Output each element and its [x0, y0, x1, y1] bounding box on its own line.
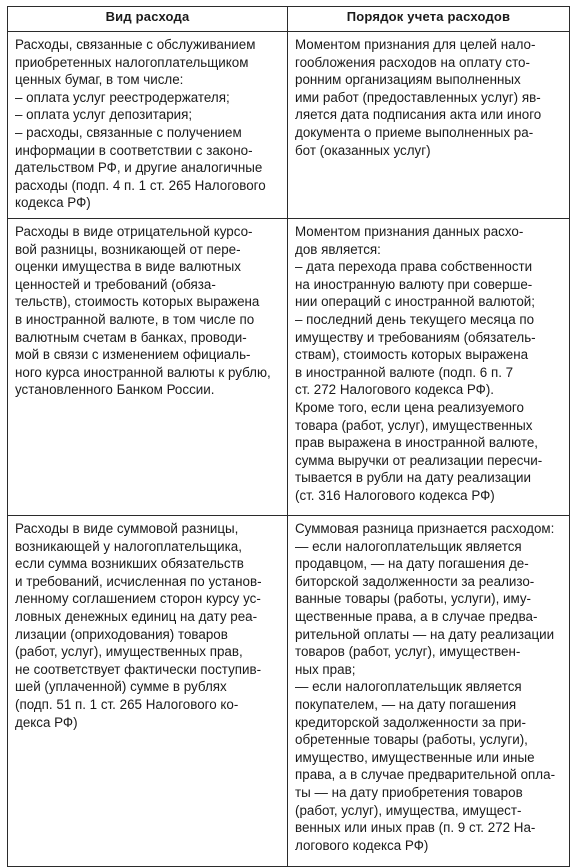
text-line: Моментом признания данных расхо- [295, 224, 524, 239]
text-line: – оплата услуг депозитария; [15, 107, 193, 123]
text-line: в иностранной валюте (подп. 6 п. 7 [295, 364, 514, 380]
text-line: ими работ (предоставленных услуг) яв- [295, 89, 541, 105]
text-line: щественные права, а в случае предва- [295, 608, 538, 624]
text-line: имуществу и требованиям (обязатель- [295, 329, 536, 345]
text-line: ляется дата подписания акта или иного [295, 107, 542, 123]
text-line: имущество, имущественные или иные [295, 749, 535, 765]
text-line: бот (оказанных услуг) [295, 142, 431, 158]
text-line: права, а в случае предварительной опла- [295, 767, 556, 783]
text-line: – дата перехода права собственности [295, 259, 533, 275]
text-line: тельств), стоимость которых выражена [15, 294, 260, 310]
text-line: в иностранной валюте, в том числе по [15, 311, 255, 327]
text-line: – последний день текущего месяца по [295, 311, 535, 327]
text-line: ценных бумаг, в том числе: [15, 72, 184, 88]
text-line: (работ, услуг), имущества, имущест- [295, 802, 522, 818]
text-line: мой в связи с изменением официаль- [15, 347, 251, 363]
text-line: товара (работ, услуг), имущественных [295, 417, 533, 433]
text-line: рительной оплаты — на дату реализации [295, 626, 555, 642]
text-line: (подп. 51 п. 1 ст. 265 Налогового ко- [15, 696, 239, 712]
text-line: кредиторской задолженности за при- [295, 714, 526, 730]
accounting-order-cell [288, 516, 570, 867]
text-line: обретенные товары (работы, услуги), [295, 732, 528, 748]
text-line: гообложения расходов на оплату сто- [295, 54, 530, 70]
text-line: информации в соответствии с законо- [15, 142, 253, 158]
text-line: расходы (подп. 4 п. 1 ст. 265 Налогового [15, 177, 266, 193]
expense-type-cell [8, 219, 288, 516]
text-line: вой разницы, возникающей от пере- [15, 241, 241, 257]
text-line: товаров (работ, услуг), имуществен- [295, 644, 521, 660]
column-header-type: Вид расхода [8, 7, 288, 32]
text-line: на иностранную валюту при соверше- [295, 276, 533, 292]
text-line: оценки имущества в виде валютных [15, 259, 241, 275]
text-line: Расходы в виде отрицательной курсо- [15, 224, 253, 239]
text-line: ты — на дату приобретения товаров [295, 784, 523, 800]
text-line: Моментом признания для целей нало- [295, 37, 536, 52]
text-line: прав выражена в иностранной валюте, [295, 435, 539, 451]
text-line: декса РФ) [15, 714, 78, 730]
text-line: и требований, исчисленная по установ- [15, 573, 262, 589]
text-line: сумма выручки от реализации пересчи- [295, 452, 543, 468]
expense-type-cell [8, 516, 288, 867]
text-line: продавцом, — на дату погашения де- [295, 556, 529, 572]
text-line: дательством РФ, и другие аналогичные [15, 160, 263, 176]
accounting-order-cell [288, 32, 570, 219]
text-line: тывается в рубли на дату реализации [295, 470, 531, 486]
table-row [8, 219, 570, 516]
column-header-accounting: Порядок учета расходов [288, 7, 570, 32]
expenses-table [7, 6, 570, 867]
text-line: Кроме того, если цена реализуемого [295, 399, 524, 415]
text-line: ценностей и требований (обяза- [15, 276, 216, 292]
text-line: ленному соглашением сторон курсу ус- [15, 591, 261, 607]
text-line: — если налогоплательщик является [295, 538, 522, 554]
text-line: возникающей у налогоплательщика, [15, 538, 242, 554]
text-line: лизации (оприходования) товаров [15, 626, 228, 642]
accounting-order-cell [288, 219, 570, 516]
text-line: кодекса РФ) [15, 195, 91, 211]
text-line: ловных денежных единиц на дату реа- [15, 608, 258, 624]
text-line: (работ, услуг), имущественных прав, [15, 644, 243, 660]
text-line: шей (уплаченной) сумме в рублях [15, 679, 227, 695]
text-line: ных прав; [295, 661, 356, 677]
text-line: валютным счетам в банках, проводи- [15, 329, 247, 345]
text-line: Расходы, связанные с обслуживанием [15, 37, 256, 52]
text-line: — если налогоплательщик является [295, 679, 522, 695]
text-line: дов является: [295, 241, 381, 257]
text-line: (ст. 316 Налогового кодекса РФ) [295, 487, 495, 503]
expense-type-cell [8, 32, 288, 219]
text-line: документа о приеме выполненных ра- [295, 124, 534, 140]
text-line: Расходы в виде суммовой разницы, [15, 521, 239, 536]
table-row [8, 516, 570, 867]
text-line: если сумма возникших обязательств [15, 556, 244, 572]
text-line: Суммовая разница признается расходом: [295, 521, 555, 536]
text-line: – расходы, связанные с получением [15, 124, 242, 140]
text-line: ст. 272 Налогового кодекса РФ). [295, 382, 495, 398]
text-line: венных или иных прав (п. 9 ст. 272 На- [295, 820, 536, 836]
text-line: ронним организациям выполненных [295, 72, 521, 88]
table-header-row [8, 7, 570, 32]
text-line: покупателем, — на дату погашения [295, 696, 517, 712]
text-line: нии операций с иностранной валютой; [295, 294, 535, 310]
text-line: логового кодекса РФ) [295, 837, 429, 853]
text-line: – оплата услуг реестродержателя; [15, 89, 230, 105]
text-line: биторской задолженности за реализо- [295, 573, 535, 589]
table-row [8, 32, 570, 219]
text-line: ствам), стоимость которых выражена [295, 347, 529, 363]
text-line: не соответствует фактически поступив- [15, 661, 262, 677]
text-line: приобретенных налогоплательщиком [15, 54, 249, 70]
text-line: ного курса иностранной валюты к рублю, [15, 364, 271, 380]
text-line: ванные товары (работы, услуги), иму- [295, 591, 532, 607]
text-line: установленного Банком России. [15, 382, 215, 398]
